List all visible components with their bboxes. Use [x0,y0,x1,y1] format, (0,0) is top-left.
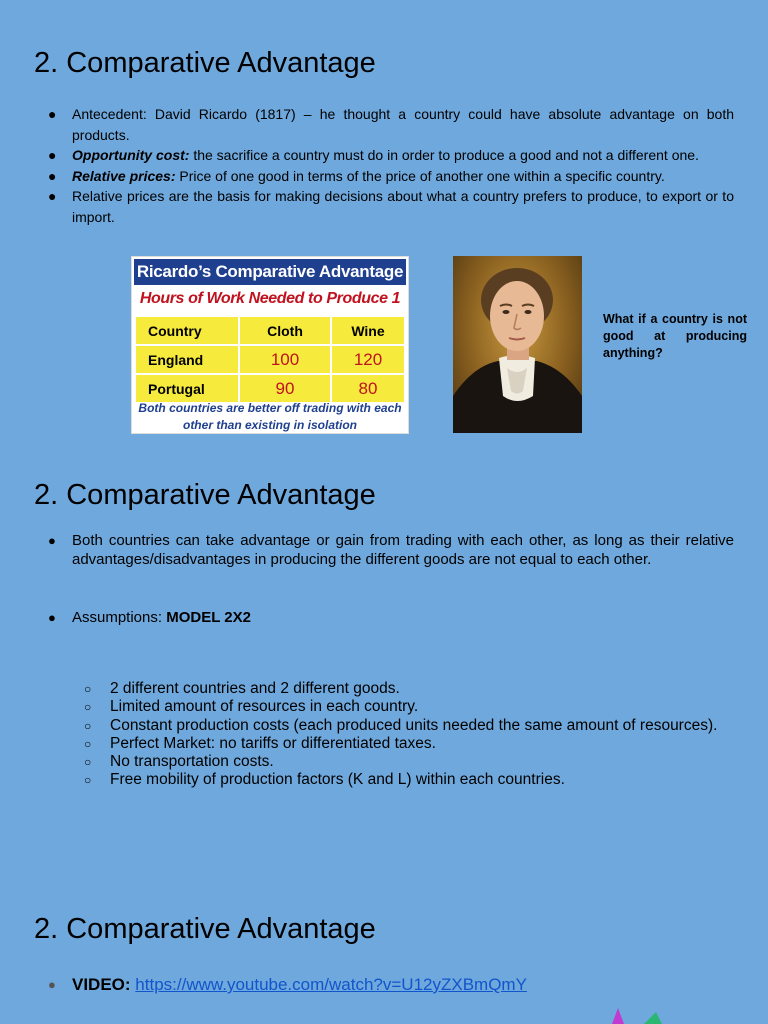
section1-bullet-list [34,104,734,227]
assumptions-label: Assumptions: [72,609,167,626]
circle-bullet: ○ [84,700,92,715]
list-item [80,753,734,771]
circle-bullet: ○ [84,736,92,751]
list-item-text: Constant production costs (each produced units needed the same amount of resources). [110,716,718,734]
assumptions-model: MODEL 2X2 [166,609,251,626]
bullet-relative-prices [34,166,734,187]
header-cloth: Cloth [239,316,331,345]
list-item [80,680,734,698]
bullet-label: Opportunity cost: [72,147,190,163]
bullet-relative-prices-basis [34,186,734,227]
circle-bullet: ○ [84,773,92,788]
bullet-dot: ● [48,188,57,204]
section3-bullet-list [34,974,734,996]
list-item-text: No transportation costs. [110,753,274,771]
bullet-text: Price of one good in terms of the price of another one within a specific country. [175,167,665,184]
bullet-dot: ● [48,147,57,163]
assumptions-sub-list [80,680,734,790]
list-item [80,771,734,789]
video-label: VIDEO: [72,975,136,994]
row-wine: 80 [331,374,405,403]
david-ricardo-portrait [453,256,582,433]
bullet-label: Relative prices: [72,167,176,184]
ricardo-table-figure [131,256,409,434]
circle-bullet: ○ [84,718,92,733]
figure-footer: Both countries are better off trading with each other than existing in isolation [138,401,402,432]
bullet-text: the sacrifice a country must do in order to produce a good and not a different one. [189,147,699,163]
figure-subtitle: Hours of Work Needed to Produce 1 [139,290,401,307]
table-header-row [135,316,405,345]
bullet-dot: ● [48,533,56,548]
table-row [135,345,405,374]
header-country: Country [135,316,239,345]
list-item-text: Limited amount of resources in each country. [110,698,419,716]
bullet-text: Relative prices are the basis for making decisions about what a country prefers to produce, to export or to import. [72,188,734,225]
table-row [135,374,405,403]
bullet-dot: ● [48,977,56,992]
section-title-3: 2. Comparative Advantage [34,913,376,945]
bullet-dot: ● [48,167,57,184]
row-country: England [135,345,239,374]
bullet-gain-from-trade [34,532,734,569]
list-item-text: 2 different countries and 2 different goods. [110,680,400,697]
list-item [80,717,734,735]
video-link[interactable]: https://www.youtube.com/watch?v=U12yZXBmQmY [135,975,527,994]
decorative-shape-icon [604,1006,664,1024]
row-wine: 120 [331,345,405,374]
bullet-assumptions [34,609,734,628]
bullet-antecedent [34,104,734,145]
bullet-dot: ● [48,106,57,122]
row-cloth: 90 [239,374,331,403]
section2-bullet-list [34,532,734,628]
bullet-video [34,974,734,996]
row-country: Portugal [135,374,239,403]
circle-bullet: ○ [84,755,92,770]
row-cloth: 100 [239,345,331,374]
bullet-text: Antecedent: David Ricardo (1817) – he thought a country could have absolute advantage on both products. [72,106,734,143]
circle-bullet: ○ [84,682,92,696]
section-title-1: 2. Comparative Advantage [34,47,376,79]
list-item [80,698,734,716]
header-wine: Wine [331,316,405,345]
portrait-drawing [453,256,582,433]
figure-title: Ricardo’s Comparative Advantage [134,259,406,285]
list-item [80,735,734,753]
bullet-text: Both countries can take advantage or gain from trading with each other, as long as their relative advantages/disadvantages in producing the different goods are not equal to each other. [72,532,734,568]
bullet-opportunity-cost [34,145,734,166]
hours-table [134,315,406,404]
list-item-text: Perfect Market: no tariffs or differentiated taxes. [110,734,436,752]
bullet-dot: ● [48,610,56,625]
side-question: What if a country is not good at producing anything? [603,312,747,360]
list-item-text: Free mobility of production factors (K and L) within each countries. [110,771,565,789]
section-title-2: 2. Comparative Advantage [34,479,376,511]
